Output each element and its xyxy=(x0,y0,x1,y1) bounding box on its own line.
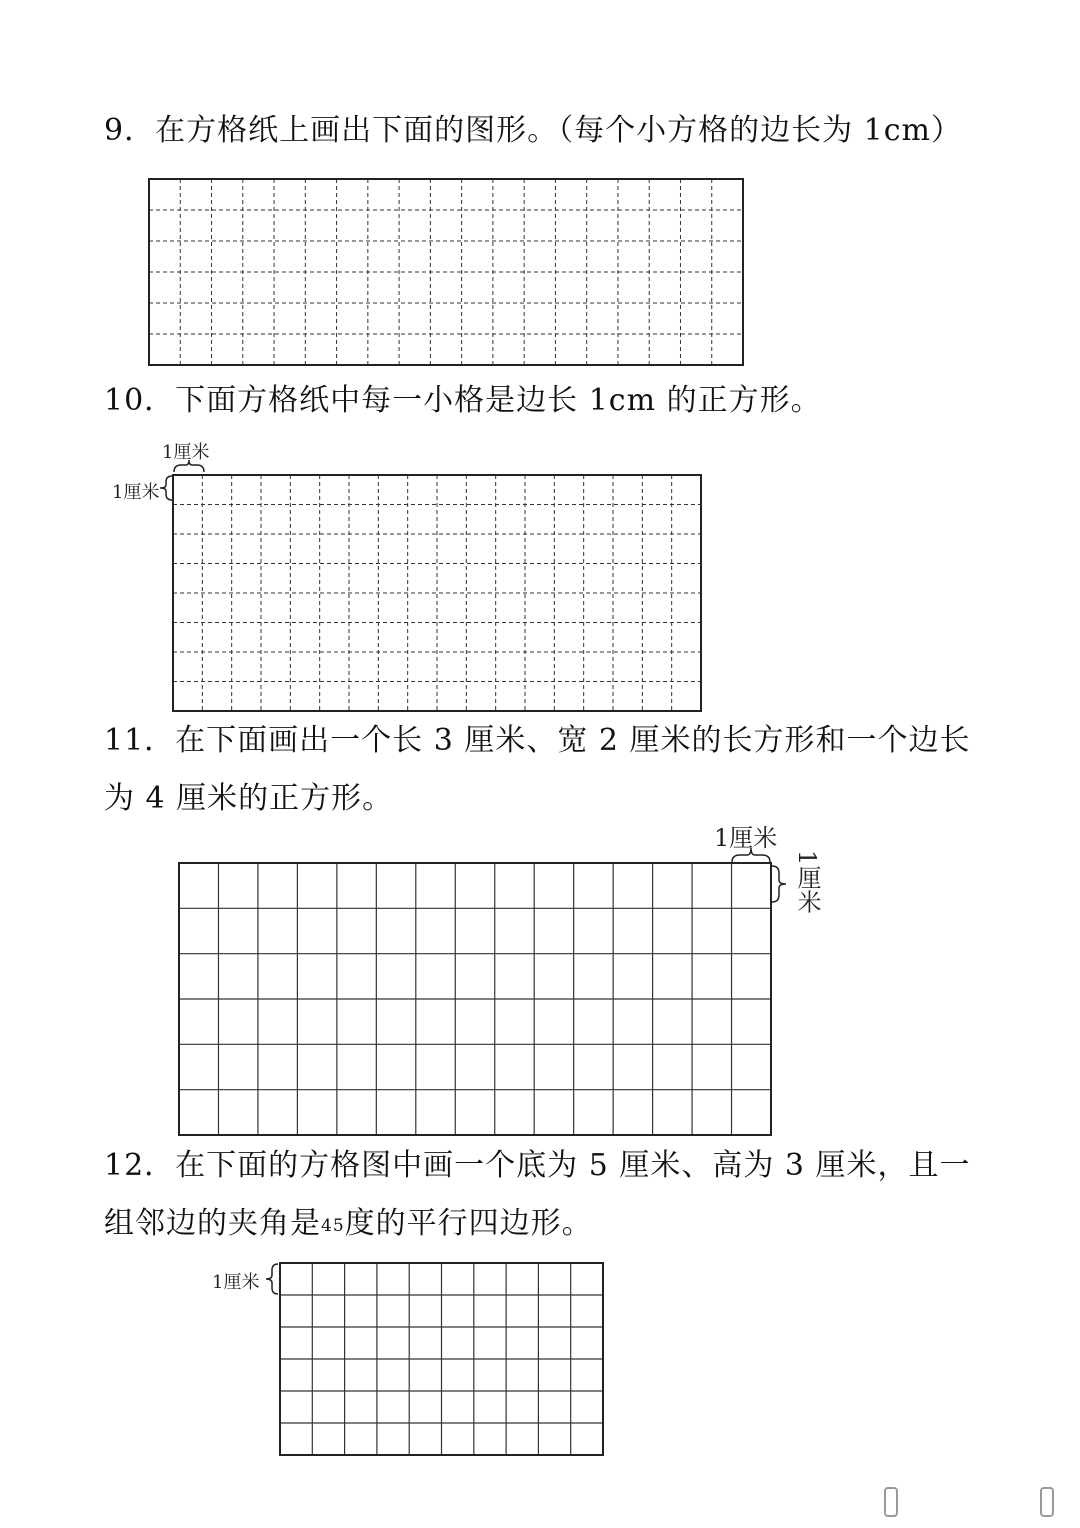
question-12-line-2-part-a: 组邻边的夹角是 xyxy=(104,1206,321,1241)
question-11-line-1: 11．在下面画出一个长 3 厘米、宽 2 厘米的长方形和一个边长 xyxy=(104,723,971,758)
question-12-line-2 xyxy=(104,1195,593,1255)
unit-label-top-right: 1厘米 xyxy=(714,824,778,852)
grid-11 xyxy=(178,862,772,1136)
question-12-line-1: 12．在下面的方格图中画一个底为 5 厘米、高为 3 厘米，且一 xyxy=(104,1148,971,1183)
viewer-mark-right xyxy=(1040,1487,1054,1517)
unit-label-right-vertical: 1厘米 xyxy=(793,850,821,914)
grid-12 xyxy=(279,1262,604,1456)
unit-label-left: 1厘米 xyxy=(112,482,160,503)
question-9-text: 9．在方格纸上画出下面的图形。（每个小方格的边长为 1cm） xyxy=(104,113,962,148)
question-10-text: 10．下面方格纸中每一小格是边长 1cm 的正方形。 xyxy=(104,383,822,418)
question-12-line-2-part-b: 度的平行四边形。 xyxy=(344,1206,593,1241)
viewer-mark-left xyxy=(884,1487,898,1517)
unit-label-top: 1厘米 xyxy=(162,442,210,463)
grid-9 xyxy=(148,178,744,366)
unit-label-left-12: 1厘米 xyxy=(212,1272,260,1293)
brace-vertical-12 xyxy=(264,1262,280,1296)
angle-value: 45 xyxy=(321,1216,345,1236)
grid-10 xyxy=(172,474,702,712)
brace-horizontal xyxy=(172,458,206,474)
question-11-line-2: 为 4 厘米的正方形。 xyxy=(104,781,394,816)
brace-vertical-right xyxy=(770,864,788,904)
